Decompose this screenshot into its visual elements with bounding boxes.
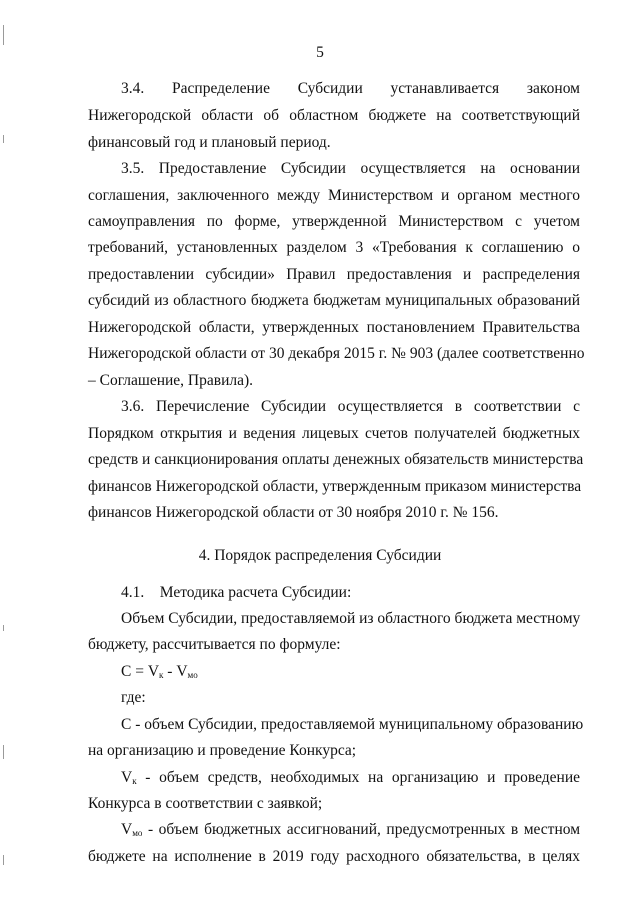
subsidy-formula [121,663,580,684]
vmo-symbol [121,821,142,838]
definition-vk-line-2: Конкурса в соответствии с заявкой; [88,795,323,812]
paragraph-3-6-line-3: средств и санкционирования оплаты денежных обязательств министерства [88,451,584,468]
paragraph-3-5-line-2: соглашения, заключенного между Министерством и органом местного [88,187,580,204]
scan-edge-mark [3,745,4,759]
vmo-definition-text: - объем бюджетных ассигнований, предусмотренных в местном [147,821,580,838]
definition-c-line-1: С - объем Субсидии, предоставляемой муниципальному образованию [121,716,584,733]
scan-edge-mark [3,135,4,143]
formula-where-label: где: [121,689,146,706]
formula-mid: - V [163,663,188,680]
definition-vmo-line-1 [121,821,580,842]
vmo-base: V [121,821,133,838]
vk-symbol [121,769,137,786]
paragraph-3-5-line-6: субсидий из областного бюджета бюджетам муниципальных образований [88,292,580,309]
paragraph-3-5-line-5: предоставлении субсидии» Правил предоставления и распределения [88,266,580,283]
paragraph-3-5-line-4: требований, установленных разделом 3 «Требования к соглашению о [88,239,580,256]
paragraph-3-4-line-3: финансовый год и плановый период. [88,134,331,151]
paragraph-3-5-line-7: Нижегородской области, утвержденных постановлением Правительства [88,319,580,336]
section-4-heading: 4. Порядок распределения Субсидии [198,547,442,564]
paragraph-3-6-line-5: финансов Нижегородской области от 30 ноября 2010 г. № 156. [88,504,499,521]
page-number: 5 [316,44,324,61]
paragraph-3-4-line-2: Нижегородской области об областном бюджете на соответствующий [88,107,580,124]
paragraph-4-1-title: 4.1. Методика расчета Субсидии: [121,584,352,601]
paragraph-3-6-line-2: Порядком открытия и ведения лицевых счетов получателей бюджетных [88,425,580,442]
definition-vmo-line-2: бюджете на исполнение в 2019 году расходного обязательства, в целях [88,848,580,865]
vk-sub: к [132,776,137,786]
paragraph-4-1-line-1: Объем Субсидии, предоставляемой из областного бюджета местному [121,610,581,627]
vk-definition-text: - объем средств, необходимых на организацию и проведение [145,769,580,786]
formula-sub-k: к [159,670,164,680]
scan-edge-mark [3,855,4,865]
paragraph-3-6-line-4: финансов Нижегородской области, утвержденным приказом министерства [88,478,582,495]
definition-vk-line-1 [121,769,580,790]
vmo-sub: мо [132,828,143,838]
scan-edge-mark [3,625,4,631]
paragraph-3-5-line-3: самоуправления по форме, утвержденной Министерством с учетом [88,213,580,230]
formula-sub-mo: мо [187,670,198,680]
paragraph-3-6-line-1: 3.6. Перечисление Субсидии осуществляется в соответствии с [121,398,580,415]
paragraph-3-5-line-9: – Соглашение, Правила). [88,372,254,389]
vk-base: V [121,769,133,786]
paragraph-3-5-line-8: Нижегородской области от 30 декабря 2015 г. № 903 (далее соответственно [88,345,585,362]
definition-c-line-2: на организацию и проведение Конкурса; [88,742,357,759]
paragraph-3-4-line-1: 3.4. Распределение Субсидии устанавливается законом [121,80,580,97]
scan-edge-mark [3,25,4,45]
paragraph-3-5-line-1: 3.5. Предоставление Субсидии осуществляется на основании [121,160,580,177]
paragraph-4-1-line-2: бюджету, рассчитывается по формуле: [88,636,341,653]
formula-lhs: С = V [121,663,160,680]
